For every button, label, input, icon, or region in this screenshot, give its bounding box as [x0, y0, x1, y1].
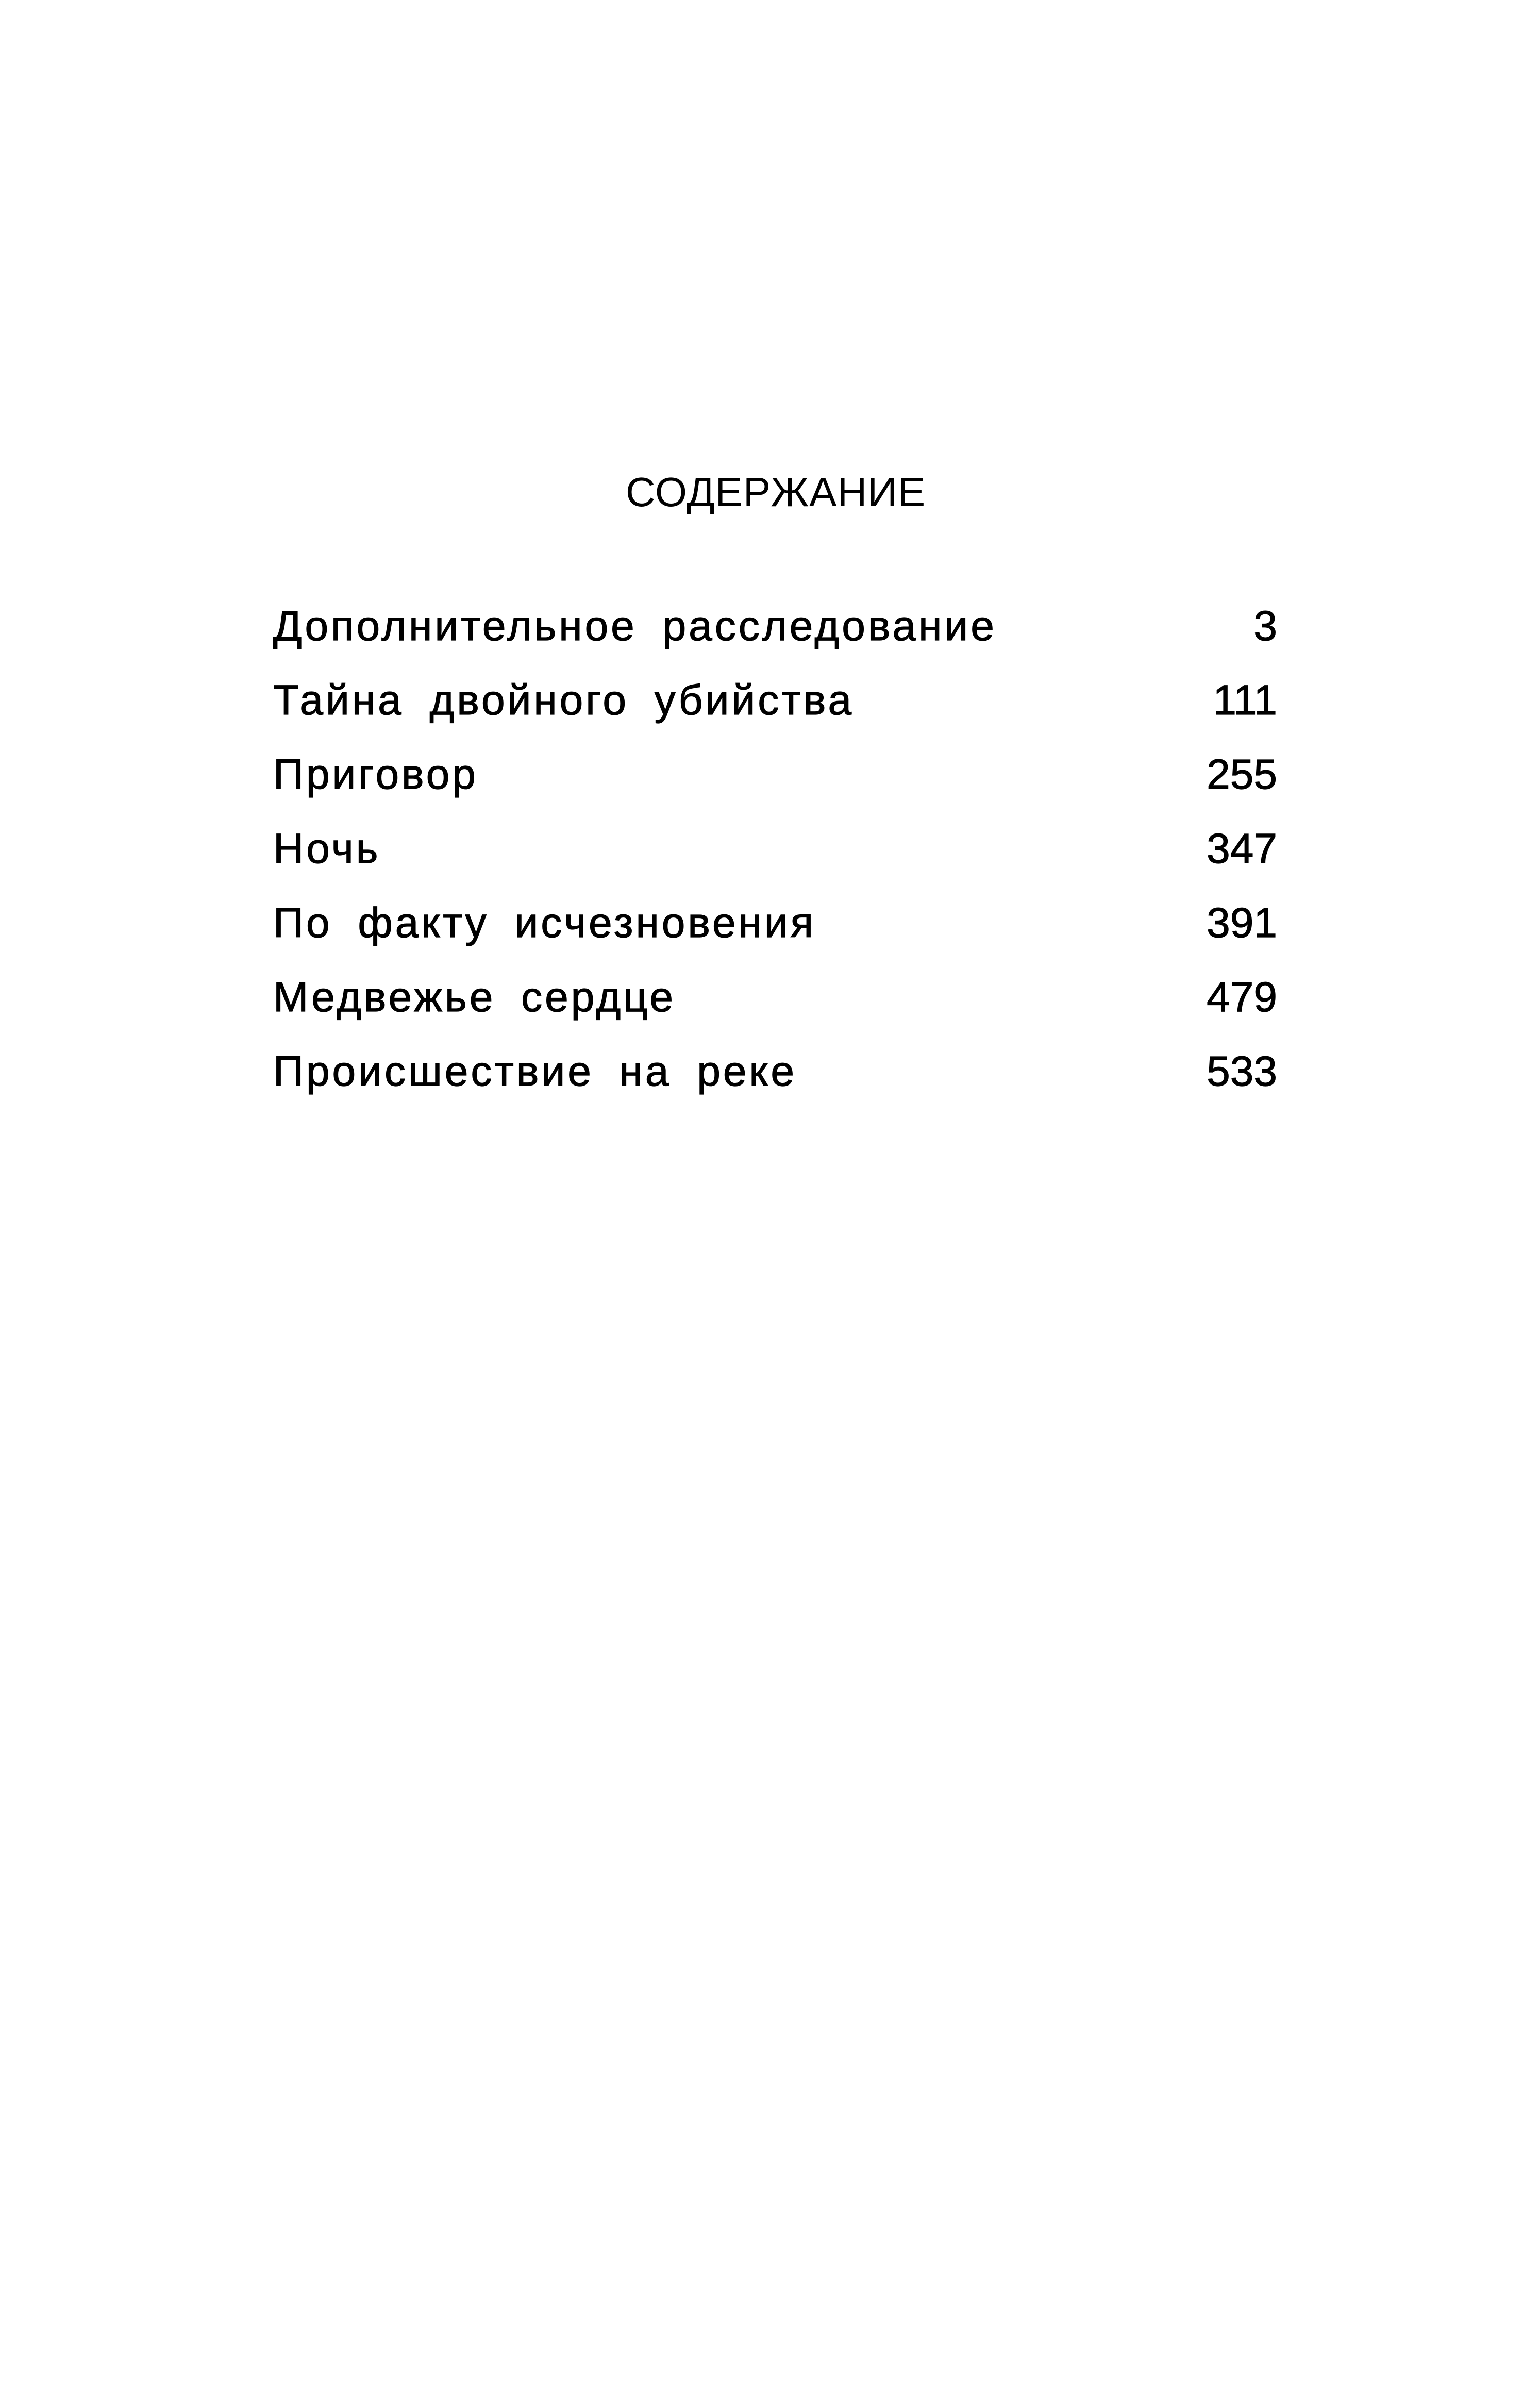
toc-entry	[273, 1046, 1277, 1120]
toc-entry	[273, 749, 1277, 823]
toc-entry-page-number: 347	[1207, 825, 1277, 872]
toc-entry-title: Медвежье сердце	[273, 974, 676, 1021]
toc-entry-title: Приговор	[273, 751, 478, 798]
toc-entry-title: По факту исчезновения	[273, 899, 816, 946]
toc-entry	[273, 972, 1277, 1046]
toc-entry-title: Происшествие на реке	[273, 1048, 797, 1095]
toc-entry-page-number: 391	[1207, 899, 1277, 946]
toc-entry-title: Тайна двойного убийства	[273, 677, 855, 724]
toc-entry	[273, 897, 1277, 972]
toc-entry	[273, 675, 1277, 749]
toc-entry-page-number: 479	[1207, 974, 1277, 1021]
toc-entry-title: Дополнительное расследование	[273, 603, 997, 649]
toc-entry-page-number: 533	[1207, 1048, 1277, 1095]
table-of-contents-heading: СОДЕРЖАНИЕ	[625, 469, 926, 515]
table-of-contents-list	[273, 600, 1277, 1120]
toc-entry-page-number: 111	[1213, 677, 1277, 724]
toc-entry-page-number: 3	[1253, 603, 1277, 649]
toc-entry	[273, 823, 1277, 897]
toc-entry-page-number: 255	[1207, 751, 1277, 798]
toc-entry-title: Ночь	[273, 825, 381, 872]
toc-entry	[273, 600, 1277, 675]
